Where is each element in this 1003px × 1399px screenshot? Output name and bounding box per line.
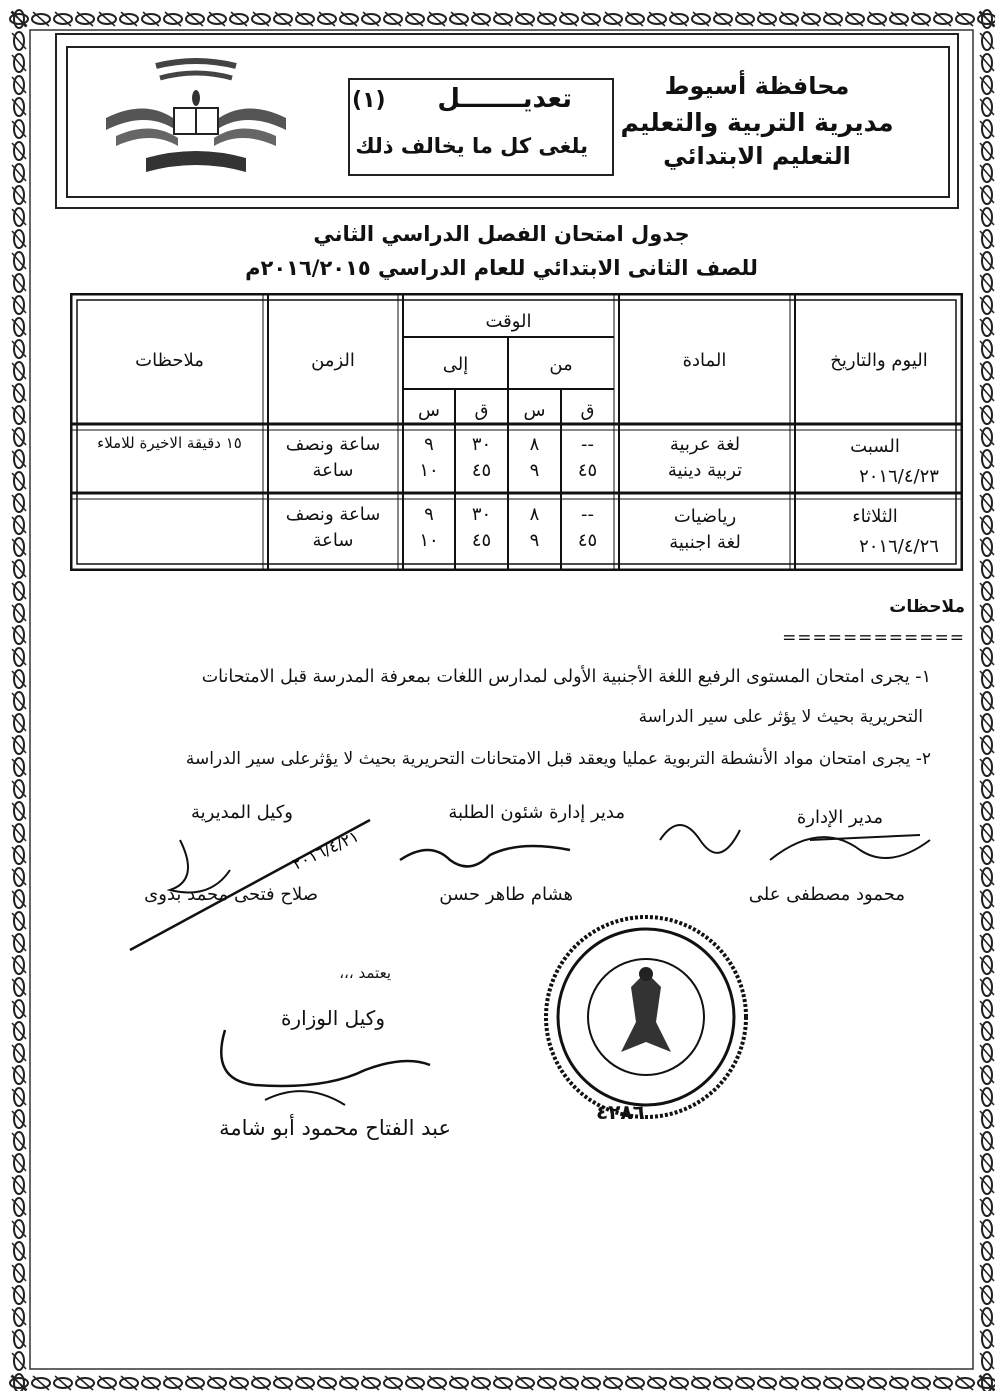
ministry-signature	[205, 1010, 435, 1120]
row1-to-hour1: ٩	[424, 434, 434, 455]
row2-date: ٢٠١٦/٤/٢٦	[859, 536, 939, 557]
directorate-name: مديرية التربية والتعليم	[620, 108, 894, 137]
row1-from-min1: --	[581, 434, 594, 455]
official-stamp	[536, 912, 756, 1132]
row2-to-min1: ٣٠	[471, 504, 492, 525]
schedule-title: جدول امتحان الفصل الدراسي الثاني	[313, 222, 690, 246]
row1-day: السبت	[850, 436, 900, 457]
header-notes: ملاحظات	[135, 350, 204, 371]
deputy-director-signature	[120, 800, 390, 960]
approval-text: يعتمد ،،،	[339, 964, 391, 982]
row1-note: ١٥ دقيقة الاخيرة للاملاء	[97, 434, 242, 452]
note-item-1-line-1: ١- يجرى امتحان المستوى الرفيع اللغة الأجنبية الأولى لمدارس اللغات بمعرفة المدرسة قبل الامتحانات	[201, 667, 931, 687]
governorate-name: محافظة أسيوط	[664, 72, 850, 100]
amendment-number: (١)	[352, 88, 386, 113]
schedule-subtitle: للصف الثانى الابتدائي للعام الدراسي ٢٠١٦/٢٠١٥م	[245, 256, 758, 280]
row2-day: الثلاثاء	[852, 506, 898, 527]
row1-from-min2: ٤٥	[577, 460, 598, 481]
header-subject: المادة	[682, 350, 727, 371]
amendment-note: يلغى كل ما يخالف ذلك	[355, 134, 588, 158]
row2-duration1: ساعة ونصف	[285, 504, 381, 525]
row1-from-hour2: ٩	[529, 460, 540, 481]
note-item-2: ٢- يجرى امتحان مواد الأنشطة التربوية عمليا ويعقد قبل الامتحانات التحريرية بحيث لا يؤثرعلى سير الدراسة	[185, 749, 931, 769]
row1-subject1: لغة عربية	[669, 434, 741, 455]
notes-separator: ============	[782, 628, 965, 648]
header-to: إلى	[442, 354, 469, 375]
header-duration: الزمن	[311, 350, 355, 371]
header-from-minute: ق	[580, 400, 595, 421]
row2-from-hour2: ٩	[529, 530, 540, 551]
header-to-minute: ق	[474, 400, 489, 421]
ministry-logo	[96, 58, 296, 184]
row2-to-hour2: ١٠	[419, 530, 439, 551]
row2-subject2: لغة اجنبية	[669, 532, 741, 553]
row1-date: ٢٠١٦/٤/٢٣	[859, 466, 939, 487]
affairs-name: هشام طاهر حسن	[439, 884, 573, 905]
row1-subject2: تربية دينية	[667, 460, 743, 481]
row2-subject1: رياضيات	[673, 506, 737, 527]
admin-title: مدير الإدارة	[796, 807, 883, 828]
stamp-number: ٤٢٨٦	[596, 1100, 645, 1124]
admin-signature	[640, 800, 940, 890]
amendment-title: تعديـــــــل	[437, 84, 572, 114]
ministry-name: عبد الفتاح محمود أبو شامة	[219, 1116, 451, 1140]
svg-text:٢٠١٦/٤/٢١: ٢٠١٦/٤/٢١	[289, 826, 362, 874]
affairs-signature	[390, 830, 580, 890]
row2-from-min2: ٤٥	[577, 530, 598, 551]
row1-to-min1: ٣٠	[471, 434, 492, 455]
header-time: الوقت	[485, 311, 532, 332]
row1-to-min2: ٤٥	[471, 460, 492, 481]
header-from: من	[549, 354, 573, 375]
header-day-date: اليوم والتاريخ	[830, 350, 928, 371]
note-item-1-line-2: التحريرية بحيث لا يؤثر على سير الدراسة	[638, 707, 923, 727]
amendment-box	[348, 78, 614, 176]
row2-to-min2: ٤٥	[471, 530, 492, 551]
admin-name: محمود مصطفى على	[748, 884, 905, 905]
row1-duration2: ساعة	[312, 460, 354, 481]
row2-duration2: ساعة	[312, 530, 354, 551]
row2-from-hour1: ٨	[529, 504, 540, 525]
row2-to-hour1: ٩	[424, 504, 434, 525]
ministry-title: وكيل الوزارة	[280, 1006, 385, 1030]
header-to-hour: س	[418, 400, 440, 421]
deputy-director-name: صلاح فتحى محمد بدوى	[144, 884, 318, 905]
header-from-hour: س	[523, 400, 546, 421]
decorative-border	[8, 8, 995, 1391]
affairs-title: مدير إدارة شئون الطلبة	[448, 802, 625, 823]
row1-to-hour2: ١٠	[419, 460, 439, 481]
row1-from-hour1: ٨	[529, 434, 540, 455]
notes-heading: ملاحظات	[889, 597, 965, 617]
department-name: التعليم الابتدائي	[663, 142, 851, 170]
row2-from-min1: --	[581, 504, 594, 525]
row1-duration1: ساعة ونصف	[285, 434, 381, 455]
deputy-director-title: وكيل المديرية	[191, 802, 293, 823]
